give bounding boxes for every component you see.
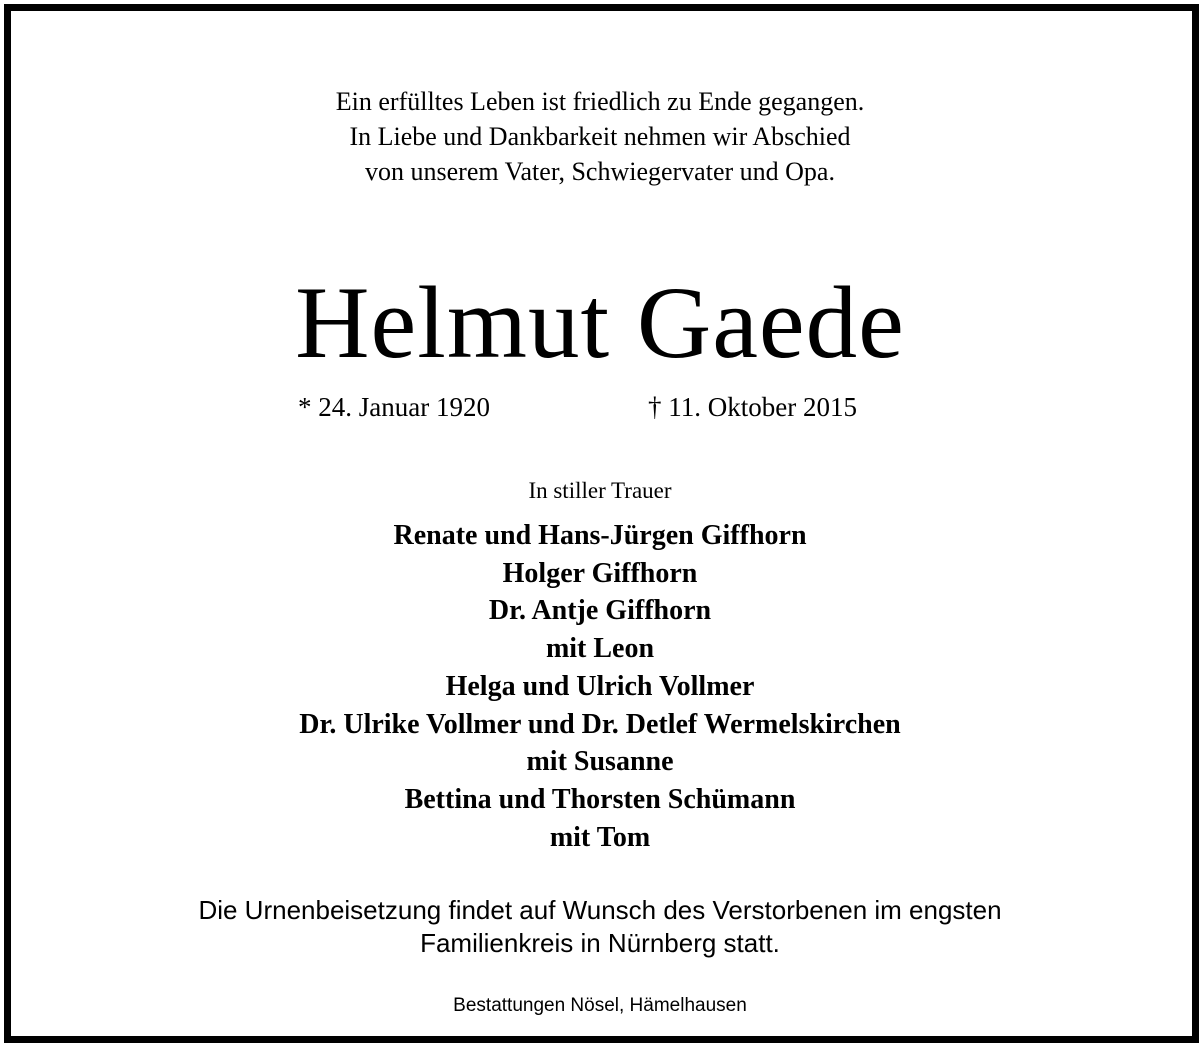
mourner-line: Helga und Ulrich Vollmer <box>445 670 755 702</box>
undertaker-credit: Bestattungen Nösel, Hämelhausen <box>453 995 747 1016</box>
mourner-line: Holger Giffhorn <box>502 557 698 589</box>
death-date: † 11. Oktober 2015 <box>648 392 857 422</box>
burial-line: Familienkreis in Nürnberg statt. <box>420 928 780 958</box>
burial-line: Die Urnenbeisetzung findet auf Wunsch des Verstorbenen im engsten <box>198 895 1002 925</box>
mourner-line: mit Tom <box>549 821 651 853</box>
intro-line: von unserem Vater, Schwiegervater und Opa. <box>365 157 835 186</box>
birth-date: * 24. Januar 1920 <box>298 392 490 422</box>
mourning-heading: In stiller Trauer <box>528 478 672 503</box>
deceased-name: Helmut Gaede <box>295 266 905 380</box>
burial-notice <box>0 894 1200 960</box>
intro-line: Ein erfülltes Leben ist friedlich zu Ende gegangen. <box>335 87 865 116</box>
mourner-line: mit Leon <box>545 633 655 665</box>
mourner-line: Dr. Ulrike Vollmer und Dr. Detlef Wermelskirchen <box>299 708 901 740</box>
mourner-line: Dr. Antje Giffhorn <box>488 595 712 627</box>
intro-text <box>0 84 1200 189</box>
intro-line: In Liebe und Dankbarkeit nehmen wir Abschied <box>349 122 851 151</box>
mourners-list <box>0 517 1200 856</box>
mourner-line: Bettina und Thorsten Schümann <box>404 783 796 815</box>
mourner-line: Renate und Hans-Jürgen Giffhorn <box>393 520 807 551</box>
mourner-line: mit Susanne <box>526 746 674 778</box>
